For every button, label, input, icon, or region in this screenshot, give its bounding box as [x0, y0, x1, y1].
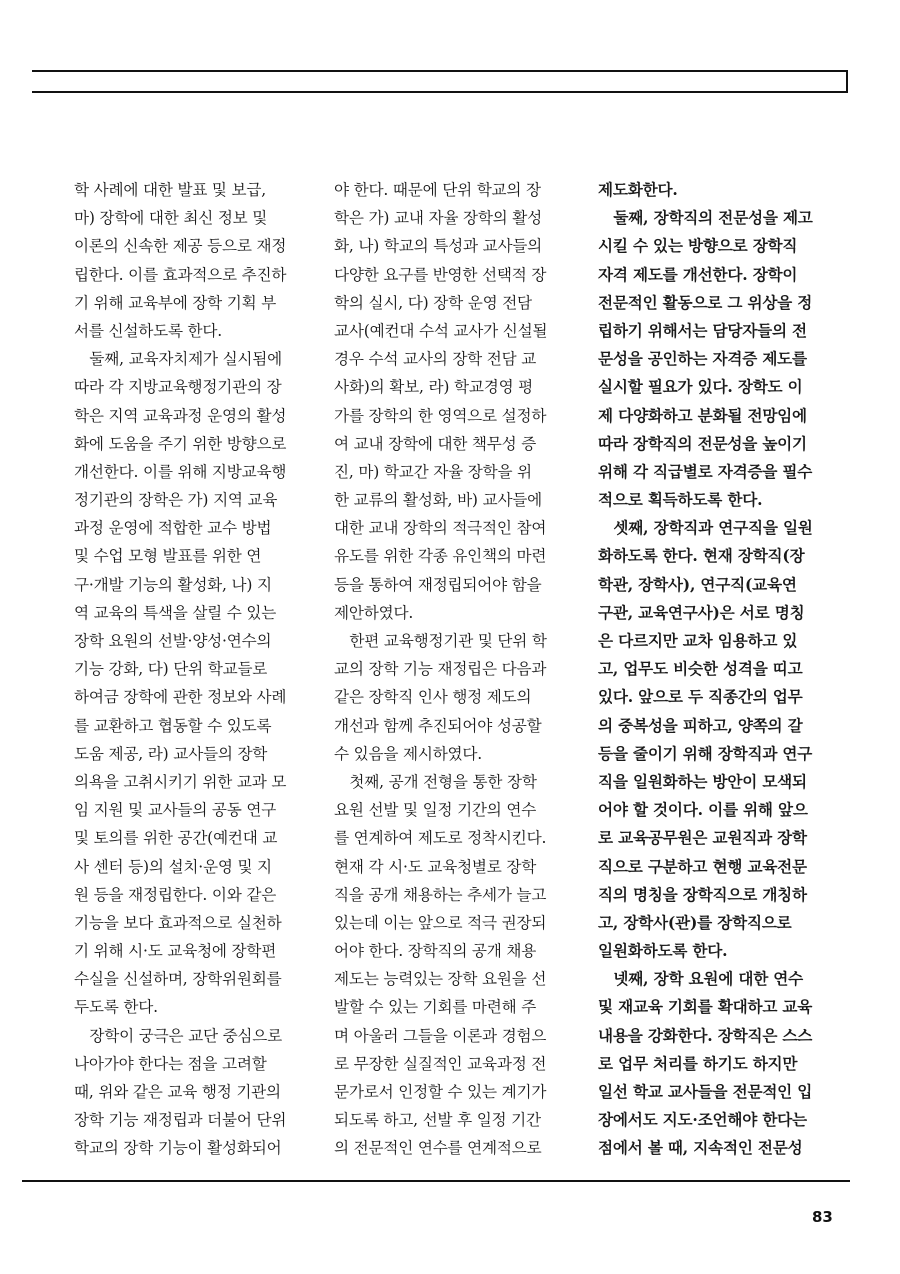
- text-line: 학의 실시, 다) 장학 운영 전담: [334, 293, 532, 312]
- text-line: 장에서도 지도·조언해야 한다는: [598, 1110, 807, 1130]
- text-line: 립하기 위해서는 담당자들의 전: [598, 320, 807, 340]
- text-line: 등을 통하여 재정립되어야 함을: [334, 575, 542, 594]
- text-line: 있는데 이는 앞으로 적극 권장되: [334, 913, 547, 932]
- text-line: 학 사례에 대한 발표 및 보급,: [74, 181, 267, 199]
- text-line: 수실을 신설하며, 장학위원회를: [74, 970, 282, 989]
- text-line: 로 무장한 실질적인 교육과정 전: [334, 1054, 547, 1073]
- text-line: 역 교육의 특색을 살릴 수 있는: [74, 603, 277, 622]
- text-line: 문가로서 인정할 수 있는 계기가: [334, 1083, 547, 1101]
- text-line: 진, 마) 학교간 자율 장학을 위: [334, 462, 532, 481]
- text-line: 마) 장학에 대한 최신 정보 및: [74, 209, 268, 228]
- text-line: 의 중복성을 피하고, 양쪽의 갈: [598, 715, 803, 735]
- footer-rule: [22, 1180, 850, 1182]
- text-line: 다양한 요구를 반영한 선택적 장: [334, 265, 547, 284]
- text-line: 학교의 장학 기능이 활성화되어: [74, 1139, 282, 1158]
- text-line: 이론의 신속한 제공 등으로 재정: [74, 237, 287, 256]
- text-line: 유도를 위한 각종 유인책의 마련: [334, 547, 547, 566]
- text-line: 직으로 구분하고 현행 교육전문: [598, 856, 807, 876]
- text-line: 제안하였다.: [334, 603, 414, 622]
- text-line: 장학 요원의 선발·양성·연수의: [74, 632, 272, 650]
- text-line: 점에서 볼 때, 지속적인 전문성: [598, 1138, 803, 1158]
- text-line: 전문적인 활동으로 그 위상을 정: [598, 292, 813, 312]
- text-line: 되도록 하고, 선발 후 일정 기간: [334, 1111, 541, 1130]
- text-line: 둘째, 교육자치제가 실시됨에: [74, 350, 283, 369]
- text-line: 제 다양화하고 분화될 전망임에: [598, 405, 807, 425]
- text-line: 현재 각 시·도 교육청별로 장학: [334, 857, 537, 876]
- text-line: 어야 한다. 장학직의 공개 채용: [334, 942, 537, 961]
- text-line: 두도록 한다.: [74, 998, 158, 1017]
- text-line: 셋째, 장학직과 연구직을 일원: [598, 518, 813, 538]
- text-line: 직을 공개 채용하는 추세가 늘고: [334, 885, 547, 904]
- text-line: 기 위해 교육부에 장학 기획 부: [74, 293, 277, 312]
- text-line: 과정 운영에 적합한 교수 방법: [74, 519, 272, 538]
- text-line: 학은 가) 교내 자율 장학의 활성: [334, 209, 543, 228]
- text-line: 경우 수석 교사의 장학 전담 교: [334, 350, 537, 369]
- text-line: 때, 위와 같은 교육 행정 기관의: [74, 1083, 281, 1101]
- text-line: 교의 장학 기능 재정립은 다음과: [334, 660, 547, 679]
- page-number: 83: [812, 1208, 833, 1226]
- text-line: 있다. 앞으로 두 직종간의 업무: [598, 687, 803, 707]
- text-line: 첫째, 공개 전형을 통한 장학: [334, 772, 537, 791]
- text-line: 시킬 수 있는 방향으로 장학직: [598, 236, 798, 256]
- text-column-3: [598, 176, 830, 1163]
- text-line: 학관, 장학사), 연구직(교육연: [598, 574, 797, 594]
- text-line: 장학 기능 재정립과 더불어 단위: [74, 1111, 287, 1130]
- text-line: 일원화하도록 한다.: [598, 941, 728, 961]
- text-line: 요원 선발 및 일정 기간의 연수: [334, 801, 537, 820]
- text-line: 의 전문적인 연수를 연계적으로: [334, 1139, 542, 1158]
- header-rule: [32, 70, 848, 93]
- text-line: 내용을 강화한다. 장학직은 스스: [598, 1025, 813, 1045]
- text-line: 개선한다. 이를 위해 지방교육행: [74, 462, 287, 481]
- text-line: 서를 신설하도록 한다.: [74, 321, 223, 340]
- text-line: 화에 도움을 주기 위한 방향으로: [74, 434, 287, 453]
- text-line: 구관, 교육연구사)은 서로 명칭: [598, 602, 805, 622]
- text-line: 기능 강화, 다) 단위 학교들로: [74, 660, 268, 679]
- text-line: 둘째, 장학직의 전문성을 제고: [598, 208, 813, 228]
- text-line: 정기관의 장학은 가) 지역 교육: [74, 491, 278, 510]
- text-line: 따라 장학직의 전문성을 높이기: [598, 433, 807, 453]
- text-line: 원 등을 재정립한다. 이와 같은: [74, 885, 277, 904]
- text-line: 도움 제공, 라) 교사들의 장학: [74, 744, 268, 763]
- text-line: 및 재교육 기회를 확대하고 교육: [598, 997, 813, 1017]
- text-line: 발할 수 있는 기회를 마련해 주: [334, 998, 537, 1017]
- text-line: 수 있음을 제시하였다.: [334, 744, 483, 763]
- text-line: 를 연계하여 제도로 정착시킨다.: [334, 829, 547, 848]
- text-line: 사화)의 확보, 라) 학교경영 평: [334, 378, 534, 397]
- text-line: 나아가야 한다는 점을 고려할: [74, 1054, 267, 1073]
- text-line: 실시할 필요가 있다. 장학도 이: [598, 377, 803, 397]
- text-line: 를 교환하고 협동할 수 있도록: [74, 716, 272, 735]
- text-line: 로 업무 처리를 하기도 하지만: [598, 1053, 798, 1073]
- text-line: 일선 학교 교사들을 전문적인 입: [598, 1082, 813, 1101]
- text-line: 구·개발 기능의 활성화, 나) 지: [74, 575, 272, 594]
- text-line: 위해 각 직급별로 자격증을 필수: [598, 461, 813, 481]
- text-line: 은 다르지만 교차 임용하고 있: [598, 631, 798, 650]
- text-line: 며 아울러 그들을 이론과 경험으: [334, 1026, 547, 1045]
- text-line: 문성을 공인하는 자격증 제도를: [598, 349, 807, 369]
- text-line: 가를 장학의 한 영역으로 설정하: [334, 406, 547, 425]
- text-column-1: [74, 176, 306, 1163]
- text-line: 자격 제도를 개선한다. 장학이: [598, 264, 798, 284]
- text-line: 하여금 장학에 관한 정보와 사례: [74, 688, 287, 707]
- text-line: 대한 교내 장학의 적극적인 참여: [334, 519, 547, 538]
- text-line: 임 지원 및 교사들의 공동 연구: [74, 801, 277, 820]
- text-line: 고, 장학사(관)를 장학직으로: [598, 912, 792, 932]
- text-line: 따라 각 지방교육행정기관의 장: [74, 378, 282, 397]
- text-line: 화하도록 한다. 현재 장학직(장: [598, 546, 805, 566]
- text-column-2: [334, 176, 566, 1163]
- text-line: 교사(예컨대 수석 교사가 신설될: [334, 321, 548, 340]
- text-line: 어야 할 것이다. 이를 위해 앞으: [598, 800, 808, 820]
- text-line: 의욕을 고취시키기 위한 교과 모: [74, 772, 287, 791]
- text-line: 한 교류의 활성화, 바) 교사들에: [334, 491, 543, 510]
- text-line: 야 한다. 때문에 단위 학교의 장: [334, 181, 541, 199]
- text-line: 제도화한다.: [598, 180, 678, 199]
- text-line: 직을 일원화하는 방안이 모색되: [598, 771, 807, 791]
- text-line: 립한다. 이를 효과적으로 추진하: [74, 265, 287, 284]
- text-line: 같은 장학직 인사 행정 제도의: [334, 688, 532, 707]
- text-line: 기 위해 시·도 교육청에 장학편: [74, 942, 277, 961]
- text-line: 제도는 능력있는 장학 요원을 선: [334, 970, 547, 989]
- text-line: 로 교육공무원은 교원직과 장학: [598, 828, 807, 848]
- text-line: 한편 교육행정기관 및 단위 학: [334, 632, 547, 650]
- text-line: 사 센터 등)의 설치·운영 및 지: [74, 857, 272, 876]
- text-line: 화, 나) 학교의 특성과 교사들의: [334, 237, 543, 256]
- text-line: 적으로 획득하도록 한다.: [598, 490, 763, 510]
- text-line: 고, 업무도 비슷한 성격을 띠고: [598, 659, 803, 679]
- text-line: 장학이 궁극은 교단 중심으로: [74, 1026, 283, 1045]
- text-line: 개선과 함께 추진되어야 성공할: [334, 716, 542, 735]
- text-line: 기능을 보다 효과적으로 실천하: [74, 913, 282, 932]
- text-line: 및 토의를 위한 공간(예컨대 교: [74, 829, 278, 848]
- text-line: 및 수업 모형 발표를 위한 연: [74, 547, 262, 566]
- text-line: 직의 명칭을 장학직으로 개칭하: [598, 884, 807, 904]
- text-line: 학은 지역 교육과정 운영의 활성: [74, 406, 287, 425]
- text-line: 등을 줄이기 위해 장학직과 연구: [598, 743, 813, 763]
- text-line: 여 교내 장학에 대한 책무성 증: [334, 434, 537, 453]
- text-line: 넷째, 장학 요원에 대한 연수: [598, 969, 804, 989]
